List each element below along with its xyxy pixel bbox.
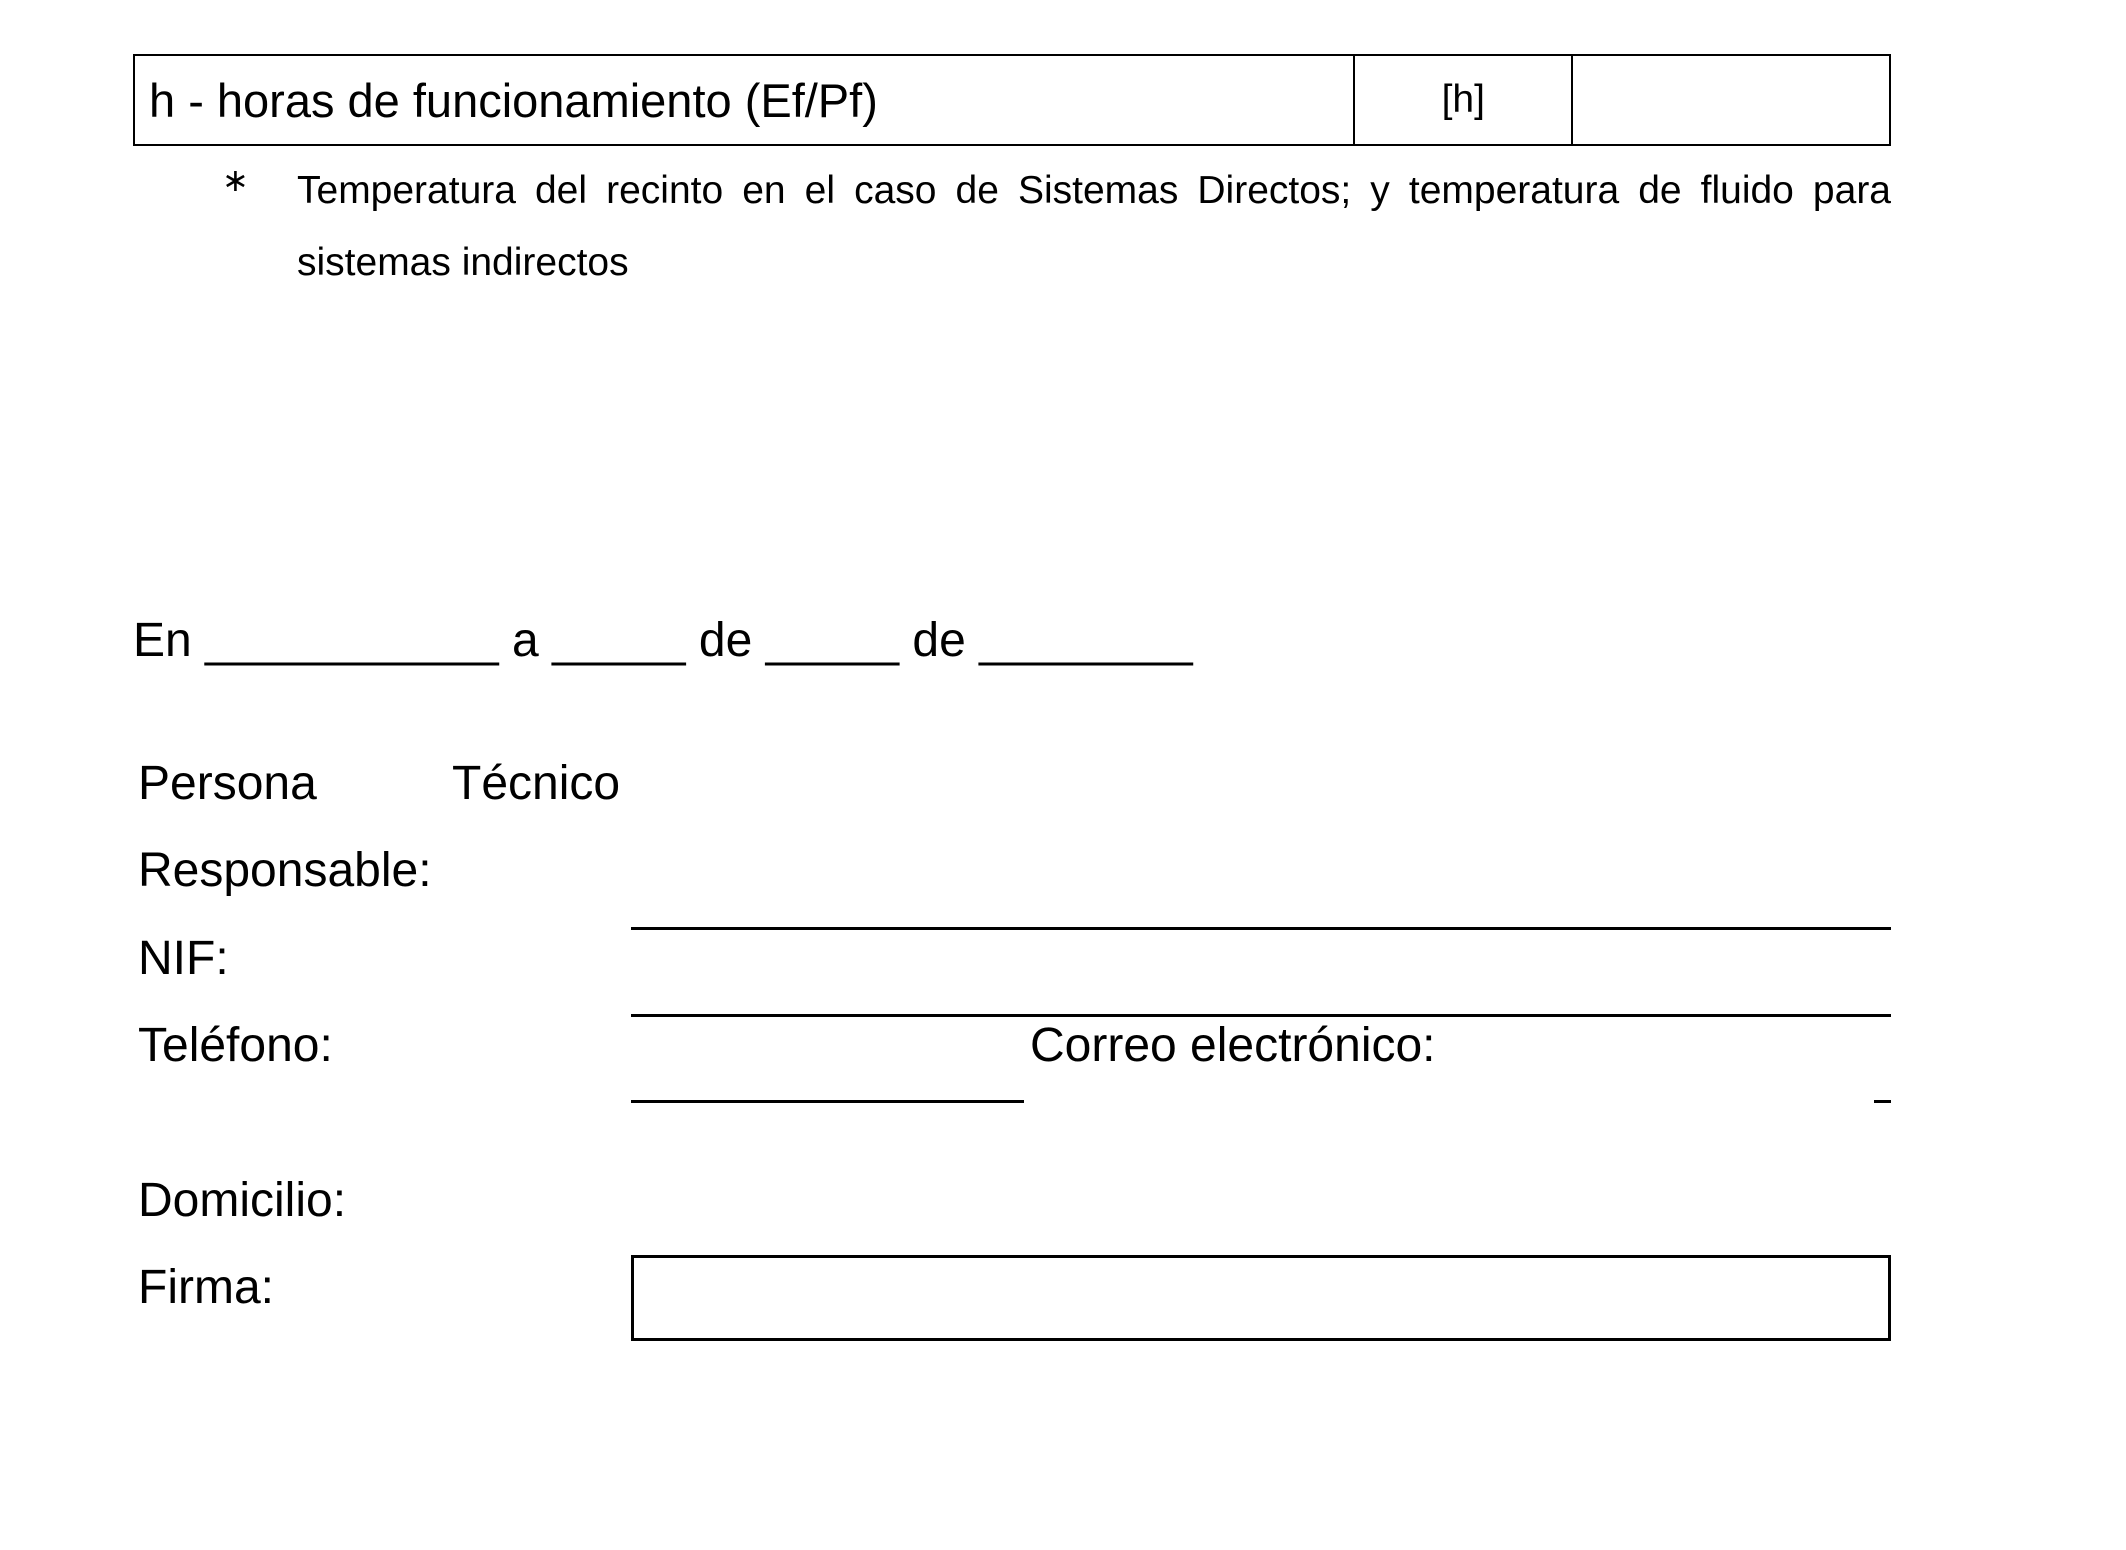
signature-box[interactable] <box>631 1255 1891 1341</box>
responsable-label: Responsable: <box>138 844 432 897</box>
nif-label: NIF: <box>138 932 229 985</box>
domicilio-label: Domicilio: <box>138 1174 347 1227</box>
parameter-unit: [h] <box>1354 55 1572 145</box>
footnote-marker: ∗ <box>222 162 249 198</box>
parameter-label: h - horas de funcionamiento (Ef/Pf) <box>134 55 1354 145</box>
nif-field-line[interactable] <box>631 1014 1891 1017</box>
footnote-text: Temperatura del recinto en el caso de Sistemas Directos; y temperatura de fluido para sistemas indirectos <box>297 169 1891 284</box>
table-row <box>134 55 1890 145</box>
persona-label: Persona <box>138 757 317 810</box>
tecnico-label: Técnico <box>452 757 621 810</box>
correo-label: Correo electrónico: <box>1030 1019 1436 1072</box>
parameter-value-cell[interactable] <box>1572 55 1890 145</box>
parameter-table <box>133 54 1891 146</box>
telefono-label: Teléfono: <box>138 1019 333 1072</box>
correo-field-line[interactable] <box>1874 1100 1891 1103</box>
telefono-field-line[interactable] <box>631 1100 1024 1103</box>
date-place-line: En ___________ a _____ de _____ de ________ <box>133 614 1193 667</box>
firma-label: Firma: <box>138 1261 274 1314</box>
responsable-field-line[interactable] <box>631 927 1891 930</box>
